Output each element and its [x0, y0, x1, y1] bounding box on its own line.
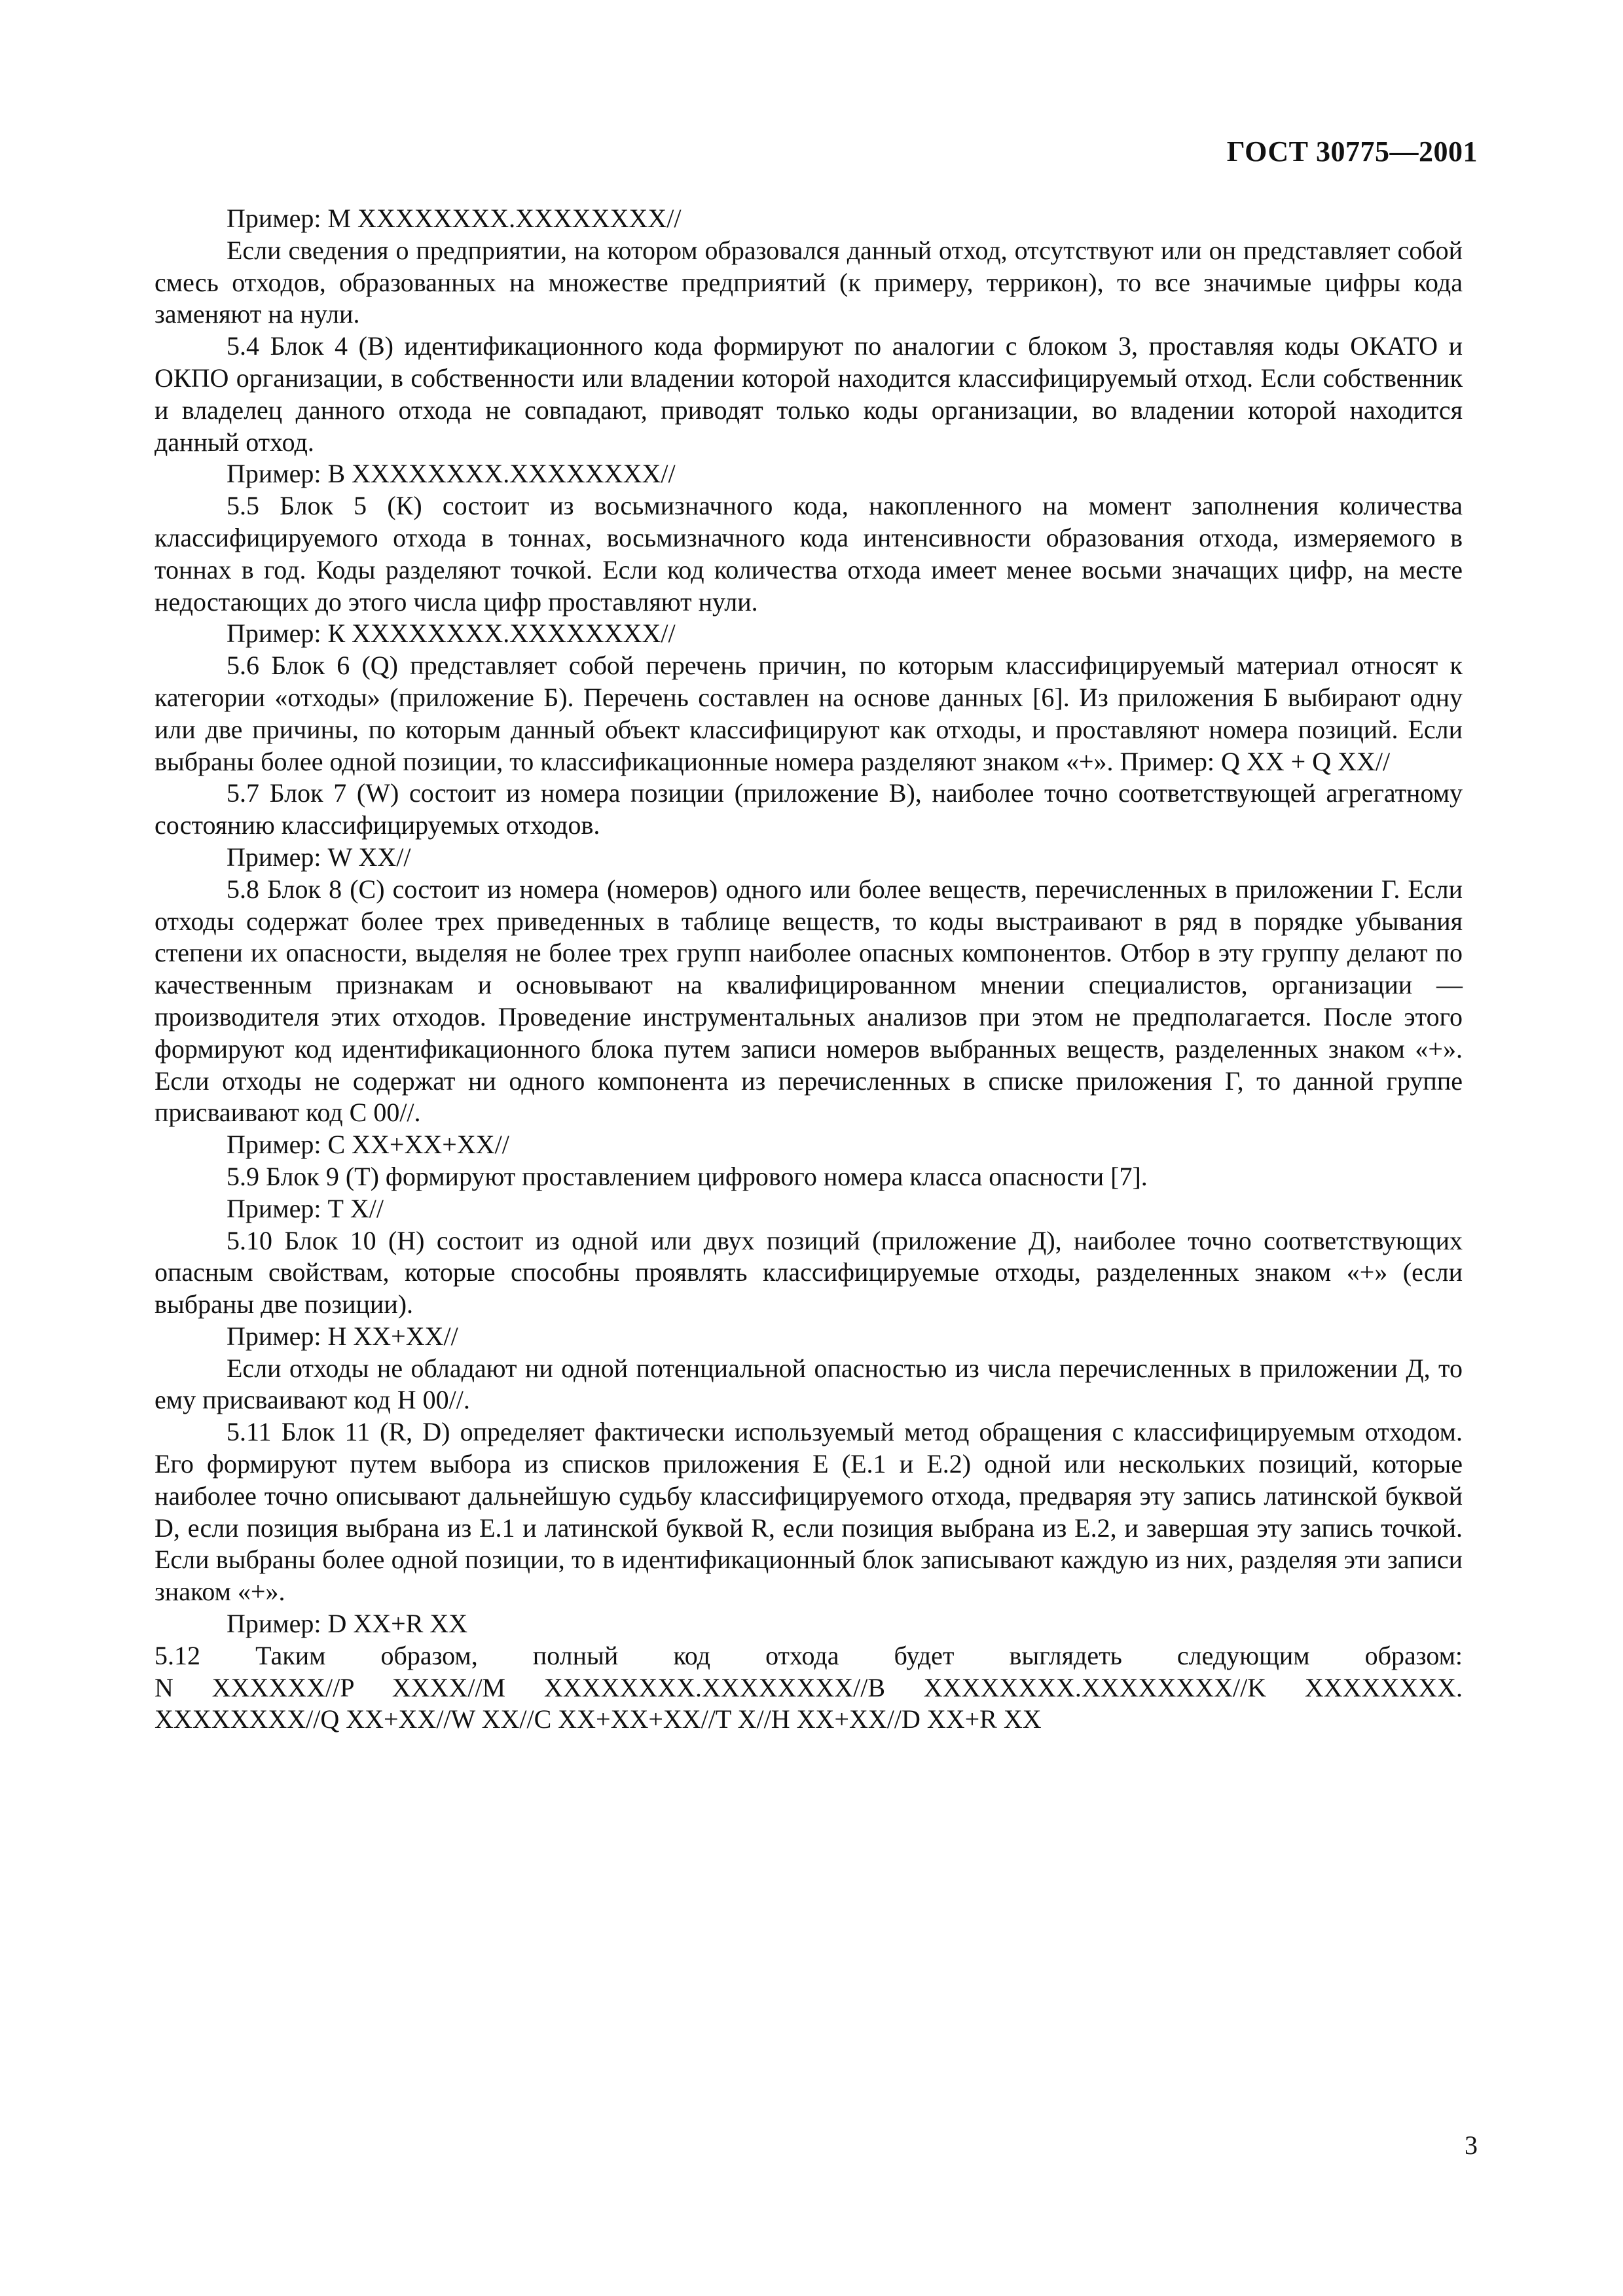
full-code-line-2: XXXXXXXX//Q XX+XX//W XX//C XX+XX+XX//T X//H XX+XX//D XX+R XX	[155, 1704, 1042, 1734]
paragraph-5-11: 5.11 Блок 11 (R, D) определяет фактически используемый метод обращения с классифицируемым отходом. Его формируют путем выбора из списков приложения Е (Е.1 и Е.2) одной или нескольких позиций, которые наиболее точно описывают дальнейшую судьбу классифицируемого отхода, предваряя эту запись латинской буквой D, если позиция выбрана из Е.1 и латинской буквой R, если позиция выбрана из Е.2, и завершая эту запись точкой. Если выбраны более одной позиции, то в идентификационный блок записывают каждую из них, разделяя эти записи знаком «+».	[155, 1417, 1463, 1607]
paragraph-5-8: 5.8 Блок 8 (С) состоит из номера (номеров) одного или более веществ, перечисленных в приложении Г. Если отходы содержат более трех приведенных в таблице веществ, то коды выстраивают в ряд в порядке убывания степени их опасности, выделяя не более трех групп наиболее опасных компонентов. Отбор в эту группу делают по качественным признакам и основывают на квалифицированном мнении специалистов, организации — производителя этих отходов. Проведение инструментальных анализов при этом не предполагается. После этого формируют код идентификационного блока путем записи номеров выбранных веществ, разделенных знаком «+». Если отходы не содержат ни одного компонента из перечисленных в списке приложения Г, то данной группе присваивают код С 00//.	[155, 874, 1463, 1128]
example-w: Пример: W XX//	[227, 842, 411, 872]
page-number: 3	[1465, 2130, 1478, 2160]
example-c: Пример: С XX+XX+XX//	[227, 1130, 509, 1160]
example-k: Пример: К XXXXXXXX.XXXXXXXX//	[227, 619, 676, 649]
example-b: Пример: В XXXXXXXX.XXXXXXXX//	[227, 459, 676, 489]
example-t: Пример: Т X//	[227, 1193, 384, 1223]
paragraph-5-10: 5.10 Блок 10 (Н) состоит из одной или двух позиций (приложение Д), наиболее точно соответствующих опасным свойствам, которые способны проявлять классифицируемые отходы, разделенных знаком «+» (если выбраны две позиции).	[155, 1225, 1463, 1319]
document-body	[155, 203, 1463, 1736]
document-header-standard: ГОСТ 30775—2001	[1226, 135, 1478, 168]
full-code-line-1: N XXXXXX//P XXXX//M XXXXXXXX.XXXXXXXX//B XXXXXXXX.XXXXXXXX//K XXXXXXXX.	[155, 1672, 1463, 1702]
paragraph-5-9: 5.9 Блок 9 (Т) формируют проставлением цифрового номера класса опасности [7].	[227, 1161, 1148, 1191]
example-d: Пример: D XX+R XX	[227, 1609, 468, 1639]
paragraph-no-hazard: Если отходы не обладают ни одной потенциальной опасностью из числа перечисленных в приложении Д, то ему присваивают код Н 00//.	[155, 1353, 1463, 1415]
paragraph-5-5: 5.5 Блок 5 (К) состоит из восьмизначного кода, накопленного на момент заполнения количества классифицируемого отхода в тоннах, восьмизначного кода интенсивности образования отхода, измеряемого в тоннах в год. Коды разделяют точкой. Если код количества отхода имеет менее восьми значащих цифр, на месте недостающих до этого числа цифр проставляют нули.	[155, 491, 1463, 617]
paragraph-5-4: 5.4 Блок 4 (В) идентификационного кода формируют по аналогии с блоком 3, проставляя коды ОКАТО и ОКПО организации, в собственности или владении которой находится классифицируемый отход. Если собственник и владелец данного отхода не совпадают, приводят только коды организации, во владении которой находится данный отход.	[155, 331, 1463, 457]
example-m: Пример: М XXXXXXXX.XXXXXXXX//	[227, 204, 682, 233]
paragraph-5-12: 5.12 Таким образом, полный код отхода будет выглядеть следующим образом:	[155, 1640, 1463, 1670]
example-h: Пример: Н XX+XX//	[227, 1321, 458, 1351]
paragraph-enterprise-zeros: Если сведения о предприятии, на котором образовался данный отход, отсутствуют или он представляет собой смесь отходов, образованных на множестве предприятий (к примеру, террикон), то все значимые цифры кода заменяют на нули.	[155, 235, 1463, 329]
paragraph-5-6: 5.6 Блок 6 (Q) представляет собой перечень причин, по которым классифицируемый материал относят к категории «отходы» (приложение Б). Перечень составлен на основе данных [6]. Из приложения Б выбирают одну или две причины, по которым данный объект классифицируют как отходы, и проставляют номера позиций. Если выбраны более одной позиции, то классификационные номера разделяют знаком «+». Пример: Q XX + Q XX//	[155, 651, 1463, 776]
paragraph-5-7: 5.7 Блок 7 (W) состоит из номера позиции (приложение В), наиболее точно соответствующей агрегатному состоянию классифицируемых отходов.	[155, 778, 1463, 840]
